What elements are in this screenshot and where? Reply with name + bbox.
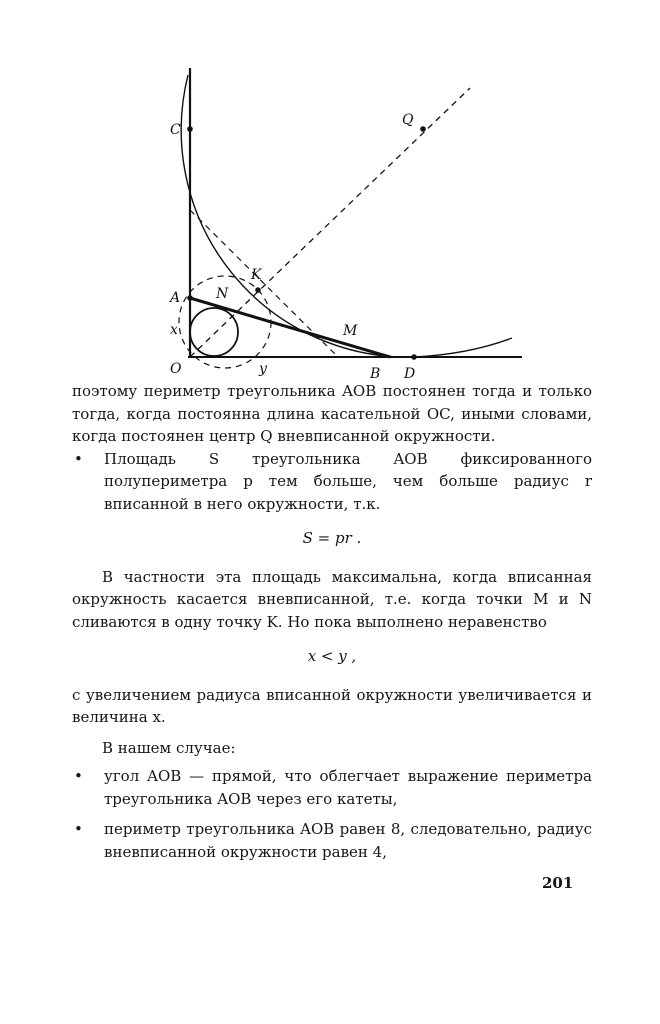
- point-q: [420, 126, 426, 132]
- point-k: [255, 287, 261, 293]
- bullet-3-text: периметр треугольника AOB равен 8, следовательно, радиус вневписанной окружности равен 4,: [104, 820, 592, 861]
- point-c: [187, 126, 193, 132]
- label-m: M: [343, 323, 358, 339]
- label-d: D: [404, 366, 416, 382]
- label-b: B: [370, 366, 381, 382]
- incircle: [190, 308, 238, 356]
- label-y: y: [259, 361, 267, 377]
- formula-inequality: x < y ,: [307, 647, 357, 665]
- bullet-icon: •: [74, 767, 83, 785]
- list-item: [72, 448, 592, 516]
- bullet-2-text: угол AOB — прямой, что облегчает выражение периметра треугольника AOB через его катеты,: [104, 767, 592, 808]
- label-q: Q: [402, 112, 414, 128]
- paragraph-3: с увеличением радиуса вписанной окружности увеличивается и величина x.: [72, 685, 592, 726]
- point-d: [411, 354, 417, 360]
- label-c: C: [170, 122, 181, 138]
- bullet-icon: •: [74, 820, 83, 838]
- segment-ab: [190, 298, 390, 357]
- paragraph-1: поэтому периметр треугольника AOB постоянен тогда и только тогда, когда постоянна длина касательной OC, иными словами, когда постоянен центр Q вневписанной окружности.: [72, 382, 592, 445]
- geometry-figure: [0, 0, 660, 385]
- label-k: K: [251, 267, 262, 283]
- bullet-icon: •: [74, 449, 83, 468]
- bullet-list-1: [72, 448, 592, 516]
- formula-area: S = pr .: [302, 529, 362, 547]
- label-n: N: [216, 286, 229, 302]
- label-a: A: [170, 290, 181, 306]
- list-item: [72, 818, 592, 863]
- point-a: [187, 295, 193, 301]
- bullet-1-text: Площадь S треугольника AOB фиксированного полупериметра p тем больше, чем больше радиус r вписанной в него окружности, т.к.: [104, 449, 592, 513]
- page-number: 201: [542, 874, 574, 892]
- list-item: [72, 765, 592, 810]
- label-x: x: [170, 322, 178, 338]
- paragraph-2: В частности эта площадь максимальна, когда вписанная окружность касается вневписанной, т.е. когда точки M и N сливаются в одну точку K. Но пока выполнено неравенство: [72, 567, 592, 631]
- paragraph-4: В нашем случае:: [102, 738, 236, 757]
- bullet-list-2: [72, 765, 592, 863]
- body-text: [72, 380, 592, 863]
- label-o: O: [170, 361, 182, 377]
